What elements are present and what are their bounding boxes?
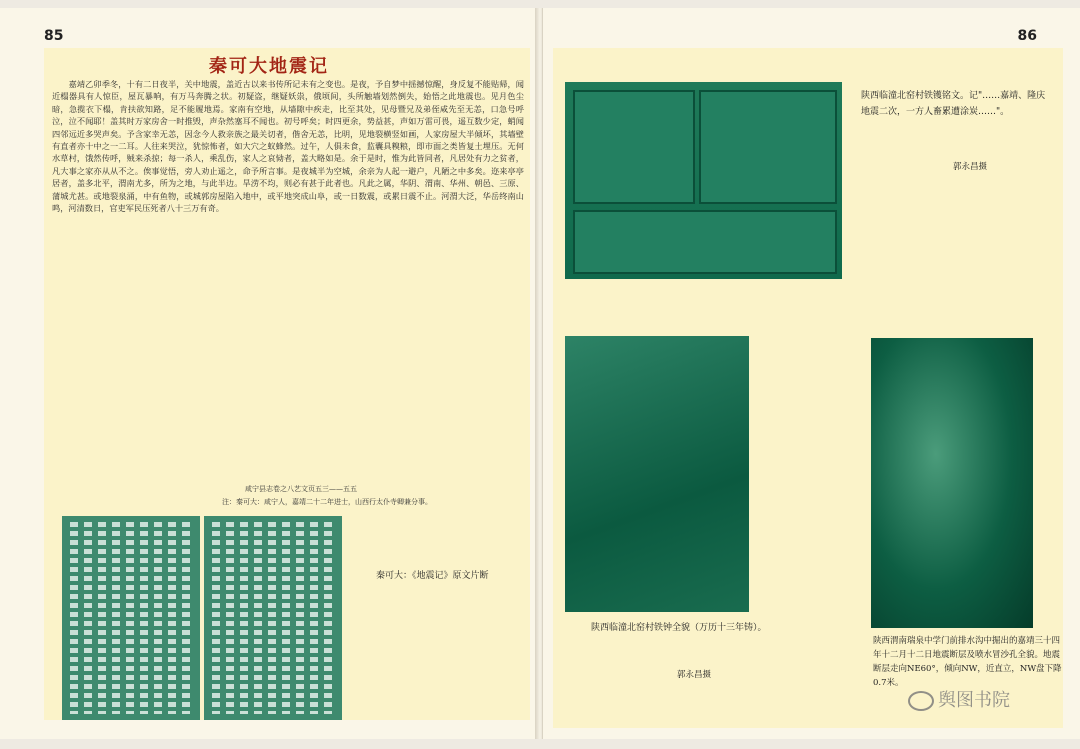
photo-credit-2: 郭永昌摄 [677,670,712,680]
photo-credit-1: 郭永昌摄 [953,162,988,172]
article-body: 嘉靖乙卯季冬，十有二日夜半，关中地震，盖近古以来书传所记未有之变也。是夜，予自梦中揺撼惊醒，身反复不能贴帰，闻近榻器具有人惊臣，屋瓦暴响，有万马奔腾之状。初疑盗，继疑妖祟，俄顷间，头所触墙划然倒失，始悟之此地震也。见月色尘暗，急揽衣下榻，肯扶欲知路，足不能履地焉。家南有空地，从墙隙中疾走，比至其处，见母暨兄及弟侄咸先至无恙，口急号呼泣，泣不闻耶！盖其时万家房舍一时推毁，声杂然塞耳不闻也。初号呼矣；时四更余，势益甚，声如万雷可畏，遥互数少定，蛸闻四邻远近多哭声矣。予含家幸无恙，因念今人救亲族之最关切者，偕舍无恙，比明，见地裂横竖如画，人家房屋大半倾坏，其墙壁有直者亦十中之一二耳。人往来哭泣，犹惊怖者，如大穴之蚁蜂然。过午，人俱未食，监囊具糗粮，即市面之类皆复土埋压。无何水草村，饿然传呼，贼来杀掠；每一杀人，乘乱伤，家人之哀恸者，盖大略如是。余于是时，惟为此皆同者，凡居处有力之贫者，凡大事之家亦从从不之。俟事觉悟，旁人劝止遥之，命予所言事。是夜城半为空城，余亲为人起一避户，凡陋之中多矣。迩来亭亭居者，盖多北平，渭南尤多，所为之地，与此半边。旱涝不均，则必有甚于此者也。凡此之属，华阴、渭南、华州、朝邑、三原、蒲城尤甚。或地裂泉涌，中有鱼物，或城郭房屋陷入地中，或平地突成山阜，或一日数震，或累日震不止。河渭大泛，华岳终南山鸣，河清数日，官吏军民压死者八十三万有奇。 [52,79,524,214]
bell-caption: 陕西临潼北窑村铁钟全貌（万历十三年铸）。 [591,623,767,633]
watermark [908,686,1010,712]
fault-caption: 陕西渭南瑞泉中学门前排水沟中掘出的嘉靖三十四年十二月十二日地震断层及喷水冒沙孔全貌。地震断层走向NE60°，倾向NW，近直立，NW盘下降0.7米。 [873,636,1062,688]
page-number-left: 85 [44,28,64,44]
source-citation: 咸宁县志卷之八艺文页五三——五五 [245,485,357,493]
chat-bubble-icon [908,691,934,711]
iron-bell-photo [565,336,749,612]
page-number-right: 86 [1017,28,1037,44]
left-page [0,8,539,739]
inscription-caption: 陕西临潼北窑村铁镬铭文。记"……嘉靖、隆庆地震二次，一方人畜累遭涂炭……"。 [861,91,1046,117]
right-page [542,8,1080,739]
iron-cauldron-inscription-photo [565,82,842,279]
article-title: 秦可大地震记 [209,56,329,77]
fault-trench-photo [871,338,1033,628]
manuscript-photo-2 [204,516,342,720]
watermark-text: 舆图书院 [938,690,1010,711]
author-note: 注：秦可大：咸宁人，嘉靖二十二年进士，山西行太仆寺卿兼分事。 [222,498,432,506]
manuscript-photo-1 [62,516,200,720]
manuscript-caption: 秦可大：《地震记》原文片断 [376,571,489,581]
